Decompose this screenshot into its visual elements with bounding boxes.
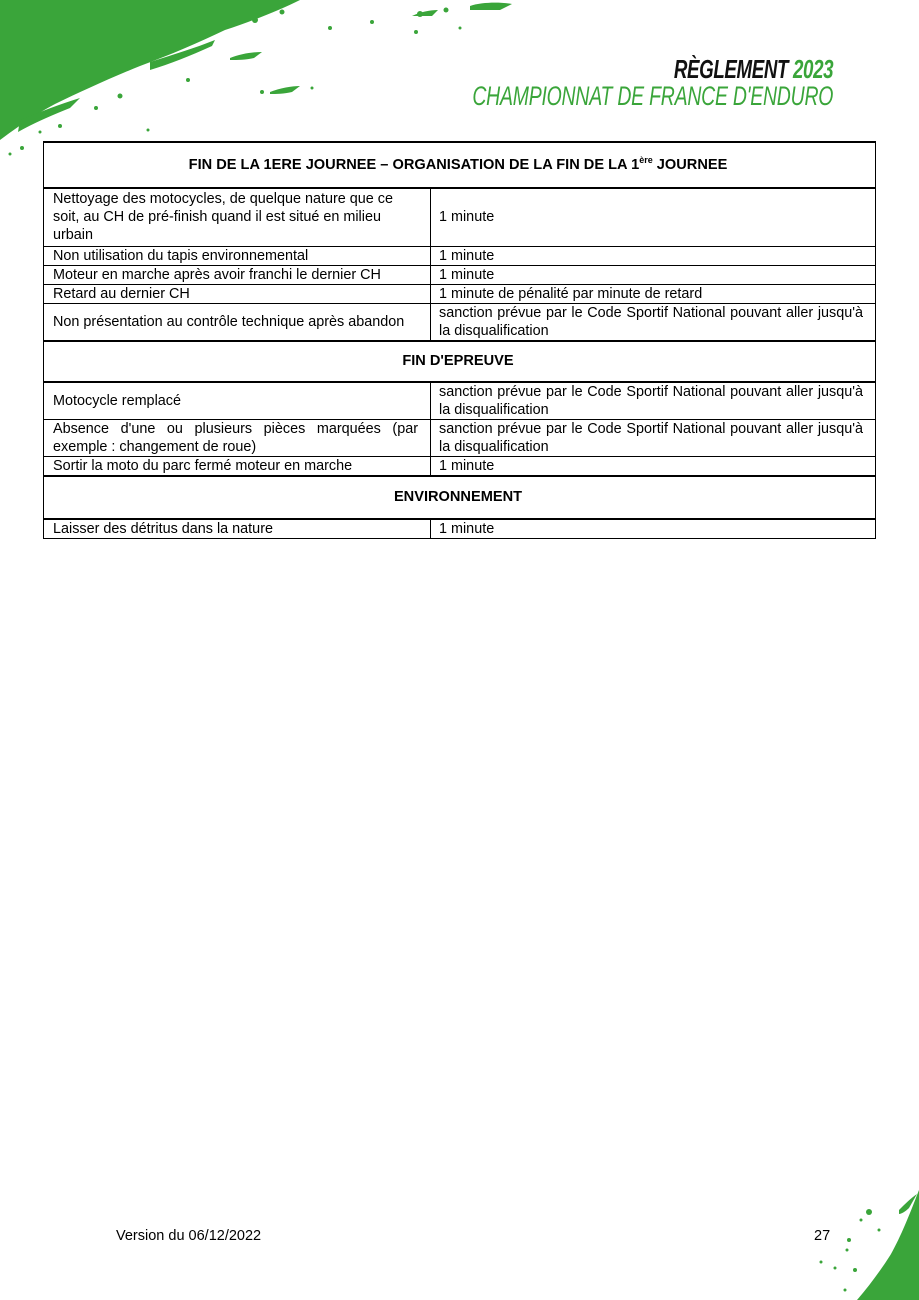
row-label: Retard au dernier CH [44, 284, 431, 303]
table-row [44, 303, 876, 341]
header-subtitle: CHAMPIONNAT DE FRANCE D'ENDURO [472, 81, 833, 111]
row-value: sanction prévue par le Code Sportif National pouvant aller jusqu'à la disqualification [431, 419, 876, 456]
section-header-environnement [44, 476, 876, 519]
header-title [472, 56, 833, 110]
table-row [44, 519, 876, 539]
row-value: 1 minute [431, 456, 876, 476]
table-row [44, 419, 876, 456]
row-value: 1 minute [431, 246, 876, 265]
footer-version: Version du 06/12/2022 [116, 1228, 262, 1244]
row-value: 1 minute [431, 188, 876, 246]
table-row [44, 382, 876, 420]
row-value: 1 minute [431, 265, 876, 284]
page-number: 27 [814, 1228, 831, 1244]
section-title: FIN DE LA 1ERE JOURNEE – ORGANISATION DE LA FIN DE LA 1ère JOURNEE [44, 142, 876, 188]
row-label: Nettoyage des motocycles, de quelque nature que ce soit, au CH de pré-finish quand il est situé en milieu urbain [44, 188, 431, 246]
section-header-fin-epreuve [44, 341, 876, 382]
penalty-table [43, 141, 876, 539]
table-row [44, 284, 876, 303]
row-label: Absence d'une ou plusieurs pièces marquées (par exemple : changement de roue) [44, 419, 431, 456]
row-label: Moteur en marche après avoir franchi le dernier CH [44, 265, 431, 284]
table-row [44, 188, 876, 246]
row-value: sanction prévue par le Code Sportif National pouvant aller jusqu'à la disqualification [431, 382, 876, 420]
row-value: sanction prévue par le Code Sportif National pouvant aller jusqu'à la disqualification [431, 303, 876, 341]
section-title: FIN D'EPREUVE [44, 341, 876, 382]
row-value: 1 minute [431, 519, 876, 539]
section-header-fin-1ere-journee [44, 142, 876, 188]
table-row [44, 456, 876, 476]
table-row [44, 265, 876, 284]
paint-splash-decoration [749, 1190, 919, 1300]
row-label: Laisser des détritus dans la nature [44, 519, 431, 539]
section-title: ENVIRONNEMENT [44, 476, 876, 519]
row-label: Sortir la moto du parc fermé moteur en marche [44, 456, 431, 476]
row-label: Non utilisation du tapis environnemental [44, 246, 431, 265]
title-word: RÈGLEMENT [673, 54, 788, 84]
row-label: Non présentation au contrôle technique après abandon [44, 303, 431, 341]
row-label: Motocycle remplacé [44, 382, 431, 420]
title-year: 2023 [792, 54, 833, 84]
header-title-line [472, 56, 833, 82]
table-row [44, 246, 876, 265]
row-value: 1 minute de pénalité par minute de retard [431, 284, 876, 303]
